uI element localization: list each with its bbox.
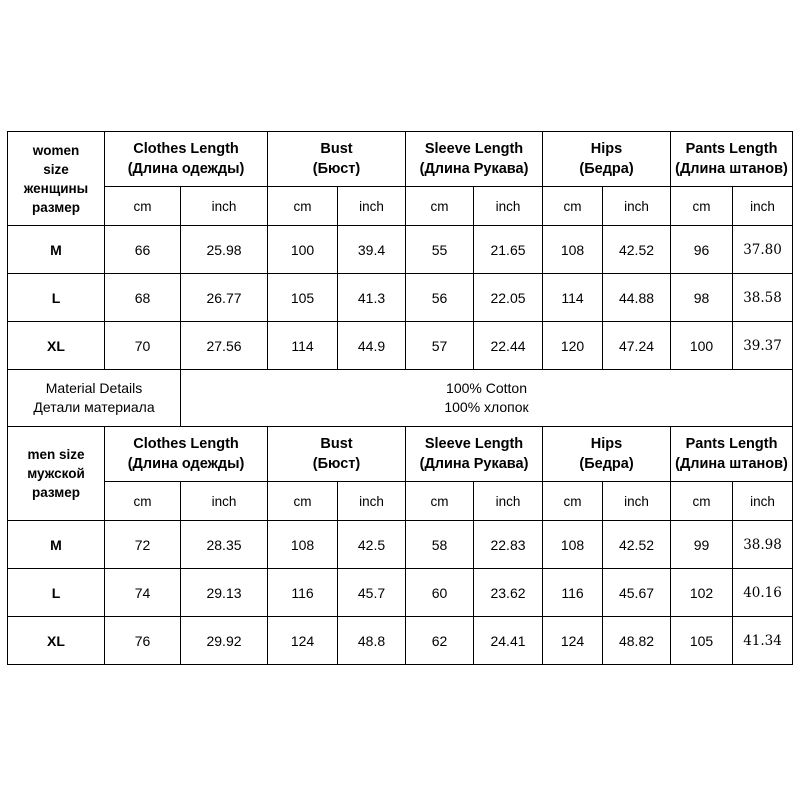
value-cell: 40.16: [733, 569, 793, 617]
value-cell: 29.13: [181, 569, 268, 617]
value-cell: 96: [671, 226, 733, 274]
value-cell: 108: [543, 521, 603, 569]
value-cell: 62: [406, 617, 474, 665]
value-cell: 105: [671, 617, 733, 665]
value-cell: 105: [268, 274, 338, 322]
value-cell: 56: [406, 274, 474, 322]
size-cell: L: [8, 274, 105, 322]
unit-cell: inch: [181, 187, 268, 226]
unit-cell: cm: [671, 187, 733, 226]
value-cell: 44.9: [338, 322, 406, 370]
value-cell: 58: [406, 521, 474, 569]
men-label-line: men size: [27, 447, 85, 462]
value-cell: 24.41: [474, 617, 543, 665]
value-cell: 22.05: [474, 274, 543, 322]
value-cell: 116: [268, 569, 338, 617]
value-cell: 68: [105, 274, 181, 322]
unit-cell: inch: [474, 482, 543, 521]
women-label-line: size: [43, 161, 69, 177]
unit-cell: cm: [406, 482, 474, 521]
value-cell: 28.35: [181, 521, 268, 569]
value-cell: 70: [105, 322, 181, 370]
value-cell: 45.67: [603, 569, 671, 617]
material-label: [8, 370, 181, 427]
women-header-bust: Bust (Бюст): [268, 132, 406, 187]
table-row: [8, 274, 793, 322]
material-value-ru: 100% хлопок: [444, 399, 529, 415]
value-cell: 21.65: [474, 226, 543, 274]
value-cell: 74: [105, 569, 181, 617]
material-row: [8, 370, 793, 427]
unit-cell: inch: [338, 482, 406, 521]
value-cell: 22.44: [474, 322, 543, 370]
unit-cell: cm: [543, 187, 603, 226]
value-cell: 48.82: [603, 617, 671, 665]
men-size-label: [8, 427, 105, 521]
value-cell: 25.98: [181, 226, 268, 274]
value-cell: 26.77: [181, 274, 268, 322]
women-header-pants-length: Pants Length (Длина штанов): [671, 132, 793, 187]
size-cell: L: [8, 569, 105, 617]
unit-cell: cm: [543, 482, 603, 521]
table-row: [8, 521, 793, 569]
value-cell: 108: [268, 521, 338, 569]
unit-cell: inch: [603, 187, 671, 226]
value-cell: 45.7: [338, 569, 406, 617]
size-chart-table: [7, 131, 793, 665]
unit-cell: cm: [105, 187, 181, 226]
value-cell: 102: [671, 569, 733, 617]
value-cell: 42.52: [603, 521, 671, 569]
value-cell: 39.4: [338, 226, 406, 274]
value-cell: 38.58: [733, 274, 793, 322]
unit-cell: inch: [733, 187, 793, 226]
value-cell: 23.62: [474, 569, 543, 617]
value-cell: 124: [543, 617, 603, 665]
unit-cell: cm: [671, 482, 733, 521]
size-cell: XL: [8, 322, 105, 370]
men-header-hips: Hips (Бедра): [543, 427, 671, 482]
unit-cell: inch: [474, 187, 543, 226]
value-cell: 114: [268, 322, 338, 370]
value-cell: 41.3: [338, 274, 406, 322]
table-row: [8, 226, 793, 274]
value-cell: 120: [543, 322, 603, 370]
value-cell: 114: [543, 274, 603, 322]
unit-cell: inch: [181, 482, 268, 521]
size-cell: M: [8, 521, 105, 569]
value-cell: 42.52: [603, 226, 671, 274]
value-cell: 124: [268, 617, 338, 665]
value-cell: 48.8: [338, 617, 406, 665]
value-cell: 99: [671, 521, 733, 569]
material-value: [181, 370, 793, 427]
material-label-en: Material Details: [45, 380, 143, 396]
women-label-line: женщины: [23, 180, 89, 196]
men-label-line: размер: [31, 485, 81, 500]
men-header-pants-length: Pants Length (Длина штанов): [671, 427, 793, 482]
men-label-line: мужской: [27, 466, 85, 481]
value-cell: 100: [268, 226, 338, 274]
value-cell: 38.98: [733, 521, 793, 569]
women-header-clothes-length: Clothes Length (Длина одежды): [105, 132, 268, 187]
value-cell: 42.5: [338, 521, 406, 569]
value-cell: 47.24: [603, 322, 671, 370]
value-cell: 44.88: [603, 274, 671, 322]
value-cell: 37.80: [733, 226, 793, 274]
material-label-ru: Детали материала: [33, 399, 155, 415]
value-cell: 39.37: [733, 322, 793, 370]
value-cell: 29.92: [181, 617, 268, 665]
value-cell: 22.83: [474, 521, 543, 569]
unit-cell: inch: [603, 482, 671, 521]
men-header-clothes-length: Clothes Length (Длина одежды): [105, 427, 268, 482]
value-cell: 57: [406, 322, 474, 370]
unit-cell: cm: [406, 187, 474, 226]
unit-cell: cm: [105, 482, 181, 521]
men-header-bust: Bust (Бюст): [268, 427, 406, 482]
value-cell: 55: [406, 226, 474, 274]
women-size-label: [8, 132, 105, 226]
women-label-line: размер: [31, 199, 81, 215]
value-cell: 116: [543, 569, 603, 617]
women-header-row: [8, 132, 793, 187]
unit-cell: inch: [733, 482, 793, 521]
value-cell: 76: [105, 617, 181, 665]
women-label-line: women: [32, 142, 80, 158]
material-value-en: 100% Cotton: [446, 380, 527, 396]
size-cell: XL: [8, 617, 105, 665]
unit-cell: inch: [338, 187, 406, 226]
value-cell: 27.56: [181, 322, 268, 370]
value-cell: 98: [671, 274, 733, 322]
unit-cell: cm: [268, 187, 338, 226]
value-cell: 72: [105, 521, 181, 569]
men-unit-row: [8, 482, 793, 521]
women-header-sleeve-length: Sleeve Length (Длина Рукава): [406, 132, 543, 187]
value-cell: 108: [543, 226, 603, 274]
men-header-row: [8, 427, 793, 482]
value-cell: 100: [671, 322, 733, 370]
table-row: [8, 617, 793, 665]
value-cell: 41.34: [733, 617, 793, 665]
men-header-sleeve-length: Sleeve Length (Длина Рукава): [406, 427, 543, 482]
value-cell: 60: [406, 569, 474, 617]
unit-cell: cm: [268, 482, 338, 521]
women-header-hips: Hips (Бедра): [543, 132, 671, 187]
women-unit-row: [8, 187, 793, 226]
value-cell: 66: [105, 226, 181, 274]
size-cell: M: [8, 226, 105, 274]
table-row: [8, 569, 793, 617]
table-row: [8, 322, 793, 370]
